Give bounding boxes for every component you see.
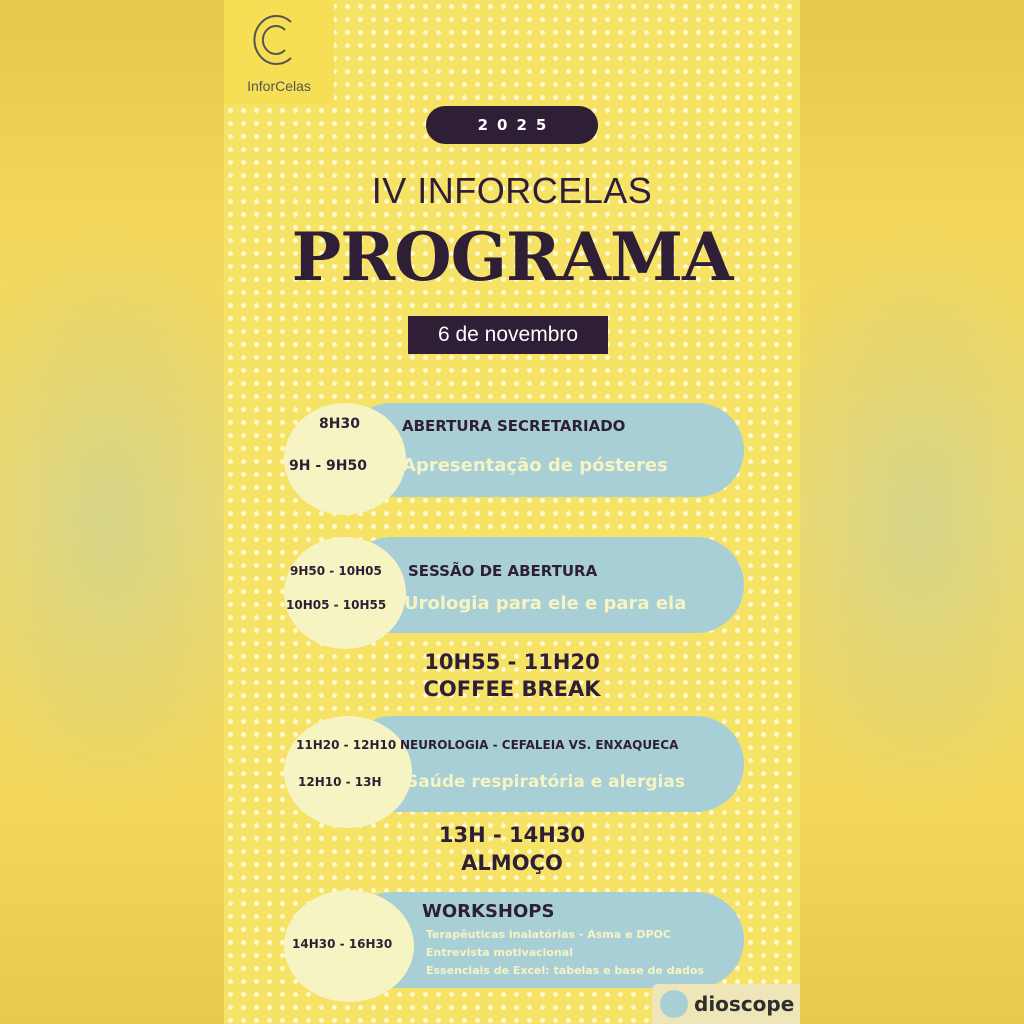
inforcelas-logo (224, 0, 334, 104)
session-title: NEUROLOGIA - CEFALEIA VS. ENXAQUECA (400, 738, 679, 752)
session-title: Apresentação de pósteres (402, 455, 668, 476)
date-label: 6 de novembro (408, 316, 608, 354)
time-label: 8H30 (319, 416, 360, 432)
break-time: 13H - 14H30 (438, 823, 586, 847)
break-time: 10H55 - 11H20 (424, 650, 600, 674)
time-label: 9H - 9H50 (289, 458, 367, 474)
workshop-item: Terapêuticas inalatórias - Asma e DPOC (426, 928, 671, 941)
time-circle (284, 716, 412, 828)
break-label: ALMOÇO (461, 851, 563, 875)
time-label: 14H30 - 16H30 (292, 937, 393, 951)
program-poster (224, 0, 800, 1024)
break-label: COFFEE BREAK (423, 677, 601, 701)
session-title: ABERTURA SECRETARIADO (402, 417, 626, 435)
time-label: 10H05 - 10H55 (286, 598, 387, 612)
logo-c-icon (251, 10, 301, 70)
time-circle (284, 537, 406, 649)
year-badge: 2025 (426, 106, 598, 144)
event-name: IV INFORCELAS (371, 170, 653, 211)
logo-text: InforCelas (247, 78, 311, 94)
time-label: 12H10 - 13H (298, 775, 382, 789)
page-title: PROGRAMA (291, 218, 733, 296)
workshops-title: WORKSHOPS (422, 901, 555, 922)
session-title: Urologia para ele e para ela (404, 593, 687, 614)
badge-text: dioscope (694, 992, 795, 1016)
time-label: 9H50 - 10H05 (290, 564, 382, 578)
time-label: 11H20 - 12H10 (296, 738, 397, 752)
workshop-item: Entrevista motivacional (426, 946, 574, 959)
workshop-item: Essenciais de Excel: tabelas e base de dados (426, 964, 704, 977)
session-title: SESSÃO DE ABERTURA (408, 562, 598, 580)
dioscope-badge (652, 984, 800, 1024)
session-title: Saúde respiratória e alergias (406, 772, 685, 792)
dioscope-logo-icon (660, 990, 688, 1018)
